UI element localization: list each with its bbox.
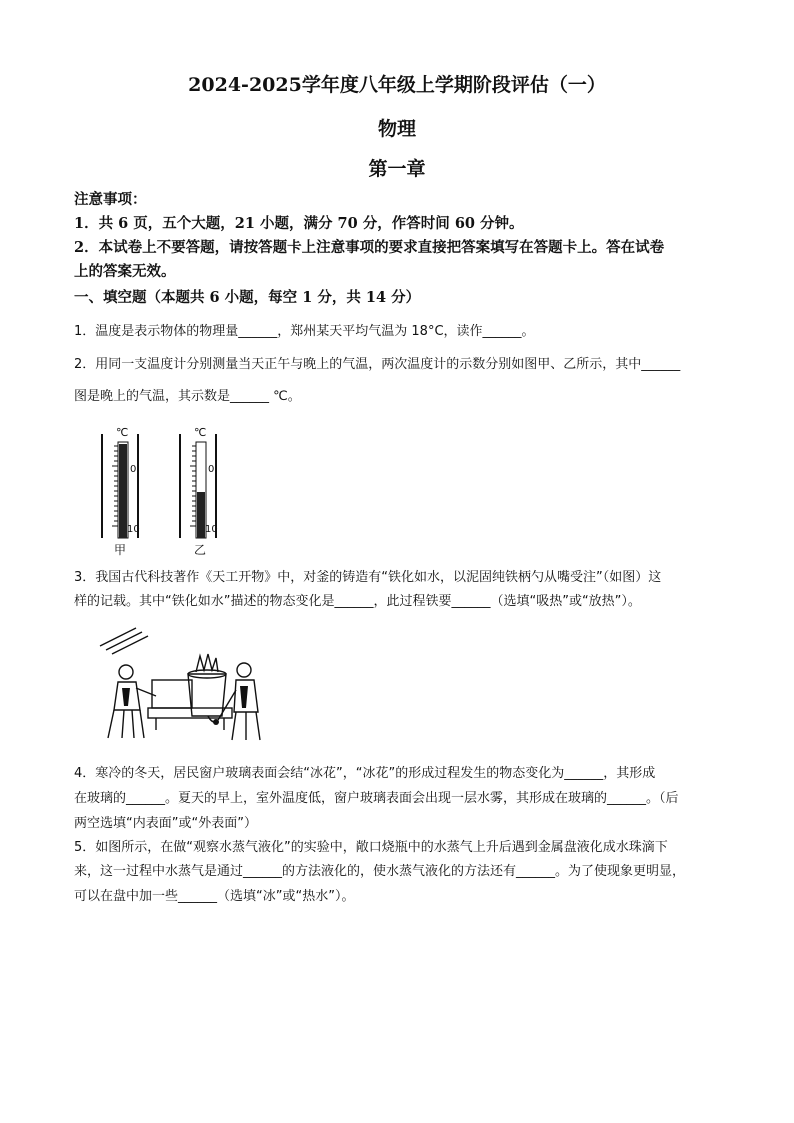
thermometer-pair-icon <box>90 420 250 560</box>
right-tick-ten: 10 <box>205 524 218 535</box>
chapter-title: 第一章 <box>368 158 426 180</box>
question-5-line-2: 来，这一过程中水蒸气是通过______的方法液化的，使水蒸气液化的方法还有______。为了使现象更明显， <box>74 864 686 879</box>
ancient-casting-illustration <box>96 626 272 750</box>
question-4-line-2: 在玻璃的______。夏天的早上，室外温度低，窗户玻璃表面会出现一层水雾，其形成在玻璃的______。（后 <box>74 791 679 806</box>
notice-heading: 注意事项： <box>74 191 147 208</box>
left-tick-zero: 0 <box>130 464 137 475</box>
left-unit-label: ℃ <box>116 426 129 439</box>
left-tick-ten: 10 <box>127 524 140 535</box>
label-jia: 甲 <box>114 543 127 557</box>
right-unit-label: ℃ <box>194 426 207 439</box>
exam-title: 2024-2025学年度八年级上学期阶段评估（一） <box>188 74 606 96</box>
question-1: 1．温度是表示物体的物理量______，郑州某天平均气温为 18°C，读作______。 <box>74 324 535 339</box>
question-5-line-1: 5．如图所示，在做“观察水蒸气液化”的实验中，敞口烧瓶中的水蒸气上升后遇到金属盘液化成水珠滴下 <box>74 840 668 855</box>
subject-title: 物理 <box>377 118 416 140</box>
question-3-line-2: 样的记载。其中“铁化如水”描述的物态变化是______，此过程铁要______（选填“吸热”或“放热”）。 <box>74 594 641 609</box>
notice-item-1: 1．共 6 页，五个大题，21 小题，满分 70 分，作答时间 60 分钟。 <box>74 215 524 232</box>
section-heading: 一、填空题（本题共 6 小题，每空 1 分，共 14 分） <box>74 289 421 306</box>
thermometer-figure <box>90 420 250 560</box>
question-2-line-2: 图是晚上的气温，其示数是______ ℃。 <box>74 389 301 404</box>
question-4-line-1: 4．寒冷的冬天，居民窗户玻璃表面会结“冰花”，“冰花”的形成过程发生的物态变化为______，其形成 <box>74 766 656 781</box>
question-2-line-1: 2．用同一支温度计分别测量当天正午与晚上的气温，两次温度计的示数分别如图甲、乙所示，其中______ <box>74 357 681 372</box>
right-tick-zero: 0 <box>208 464 215 475</box>
notice-item-2-line-1: 2．本试卷上不要答题，请按答题卡上注意事项的要求直接把答案填写在答题卡上。答在试卷 <box>74 239 665 256</box>
casting-figure <box>96 626 272 750</box>
question-3-line-1: 3．我国古代科技著作《天工开物》中，对釜的铸造有“铁化如水，以泥固纯铁柄勺从嘴受注”（如图）这 <box>74 570 662 585</box>
question-4-line-3: 两空选填“内表面”或“外表面”） <box>74 816 257 831</box>
question-5-line-3: 可以在盘中加一些______（选填“冰”或“热水”）。 <box>74 889 355 904</box>
notice-item-2-line-2: 上的答案无效。 <box>74 263 176 280</box>
label-yi: 乙 <box>194 543 207 557</box>
